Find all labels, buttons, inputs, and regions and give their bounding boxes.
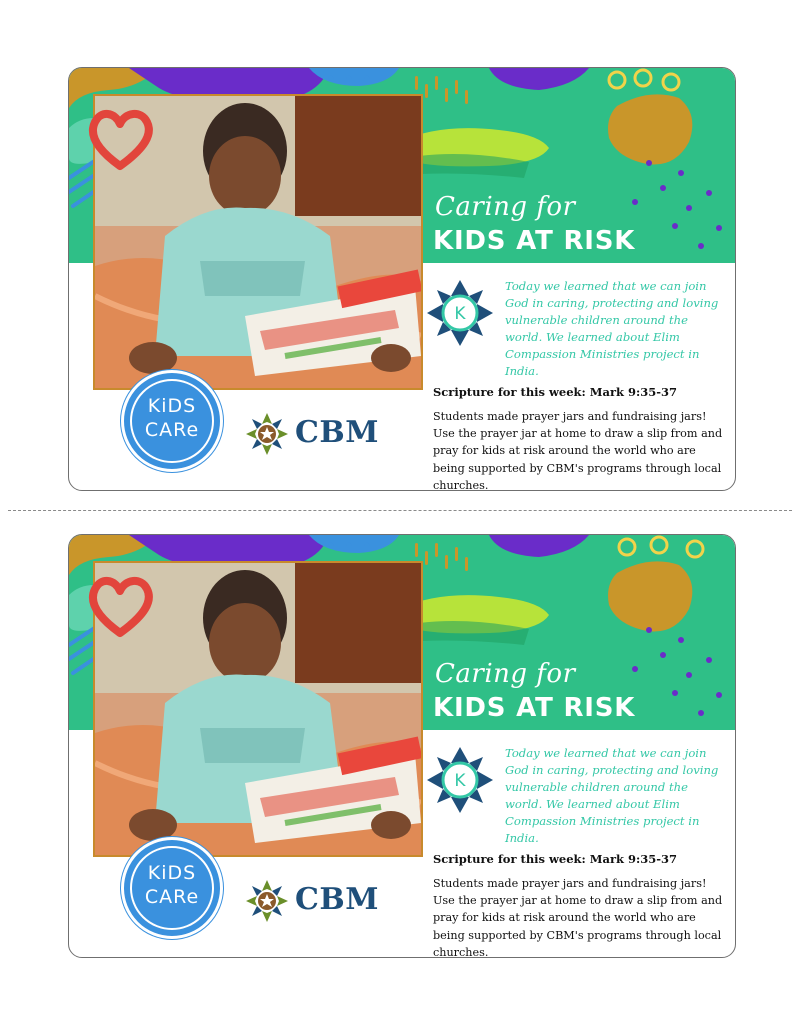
card-title-line2: KIDS AT RISK <box>433 226 636 256</box>
kids-care-logo-top: KiDS <box>147 862 197 884</box>
cbm-star-icon <box>245 412 289 456</box>
lesson-summary: Today we learned that we can join God in caring, protecting and loving vulnerable children around the world. We learned about Elim Compassion Ministries project in India. <box>505 279 719 378</box>
flyer-card-bottom <box>68 534 736 958</box>
kids-care-logo-top: KiDS <box>147 395 197 417</box>
card-title-line2: KIDS AT RISK <box>433 693 636 723</box>
kids-care-logo <box>121 837 223 939</box>
card-title-line1: Caring for <box>435 192 576 222</box>
activity-description: Students made prayer jars and fundraising jars! Use the prayer jar at home to draw a slip from and pray for kids at risk around the world who are being supported by CBM's programs through local churches. <box>433 877 723 958</box>
kc-logo-icon <box>425 745 495 815</box>
heart-icon <box>85 108 155 172</box>
cbm-wordmark: CBM <box>295 415 379 450</box>
kc-logo-letter: K <box>454 771 466 791</box>
scripture-reference: Scripture for this week: Mark 9:35-37 <box>433 385 678 399</box>
lesson-summary: Today we learned that we can join God in caring, protecting and loving vulnerable children around the world. We learned about Elim Compassion Ministries project in India. <box>505 746 719 845</box>
cbm-star-icon <box>245 879 289 923</box>
heart-icon <box>85 575 155 639</box>
cut-line <box>8 510 792 511</box>
kids-care-logo <box>121 370 223 472</box>
card-title-line1: Caring for <box>435 659 576 689</box>
activity-description: Students made prayer jars and fundraising jars! Use the prayer jar at home to draw a slip from and pray for kids at risk around the world who are being supported by CBM's programs through local churches. <box>433 410 723 491</box>
kids-care-logo-bottom: CARe <box>144 419 200 441</box>
cbm-wordmark: CBM <box>295 882 379 917</box>
scripture-reference: Scripture for this week: Mark 9:35-37 <box>433 852 678 866</box>
kc-logo-letter: K <box>454 304 466 324</box>
flyer-card-top <box>68 67 736 491</box>
kc-logo-icon <box>425 278 495 348</box>
kids-care-logo-bottom: CARe <box>144 886 200 908</box>
